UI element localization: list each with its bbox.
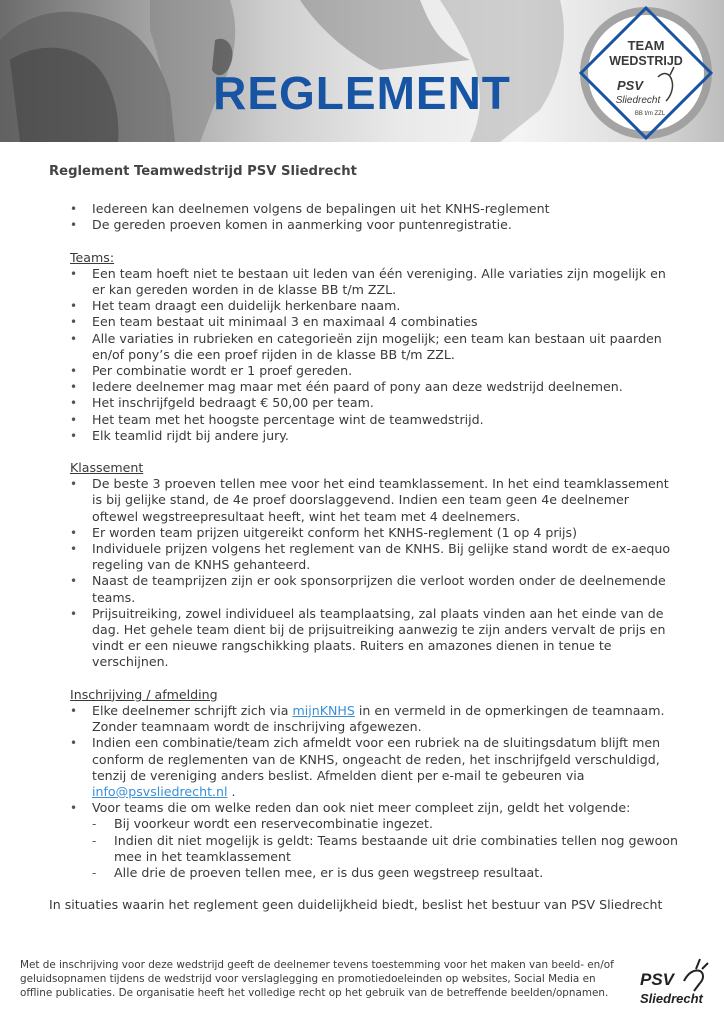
list-item: • Een team bestaat uit minimaal 3 en maximaal 4 combinaties xyxy=(49,314,679,330)
list-item: • De beste 3 proeven tellen mee voor het eind teamklassement. In het eind teamklassement is bij gelijke stand, de 4e proef doorslaggevend. Indien een team geen 4e deelnemer oftewel wegstreepresultaat heeft, wint het team met 4 deelnemers. xyxy=(49,476,679,525)
sub-list-item: - Bij voorkeur wordt een reservecombinatie ingezet. xyxy=(92,816,679,832)
svg-text:BB t/m ZZL: BB t/m ZZL xyxy=(634,111,666,117)
document-body xyxy=(49,164,679,913)
list-item: • Het team met het hoogste percentage wint de teamwedstrijd. xyxy=(49,412,679,428)
mijnknhs-link[interactable]: mijnKNHS xyxy=(292,702,355,718)
section-heading-inschrijving: Inschrijving / afmelding xyxy=(70,686,218,702)
list-item: • De gereden proeven komen in aanmerking voor puntenregistratie. xyxy=(49,217,679,233)
svg-text:PSV: PSV xyxy=(616,78,644,93)
list-item xyxy=(49,703,679,735)
list-item: • Iedereen kan deelnemen volgens de bepalingen uit het KNHS-reglement xyxy=(49,201,679,217)
section-heading-teams: Teams: xyxy=(70,249,115,265)
teams-list xyxy=(49,266,679,444)
document-title: Reglement Teamwedstrijd PSV Sliedrecht xyxy=(49,164,357,179)
item-text: Indien een combinatie/team zich afmeldt voor een rubriek na de sluitingsdatum blijft men conform de reglementen van de KNHS, ongeacht de reden, het inschrijfgeld verschuldigd, tenzij de vereniging anders beslist. Afmelden dient per e-mail te gebeuren via xyxy=(92,735,661,783)
psv-sliedrecht-logo xyxy=(634,955,714,1011)
team-wedstrijd-badge-logo xyxy=(578,5,720,141)
item-text: . xyxy=(227,783,236,799)
list-item: • Alle variaties in rubrieken en categorieën zijn mogelijk; een team kan bestaan uit paarden en/of pony’s die een proef rijden in de klasse BB t/m ZZL. xyxy=(49,331,679,363)
header-banner xyxy=(0,0,724,142)
list-item: • Naast de teamprijzen zijn er ook sponsorprijzen die verloot worden onder de deelnemende teams. xyxy=(49,573,679,605)
list-item: • Iedere deelnemer mag maar met één paard of pony aan deze wedstrijd deelnemen. xyxy=(49,379,679,395)
svg-text:Sliedrecht: Sliedrecht xyxy=(640,991,703,1006)
inschrijving-list xyxy=(49,703,679,881)
svg-text:TEAM: TEAM xyxy=(627,38,665,53)
sub-list-item: - Indien dit niet mogelijk is geldt: Teams bestaande uit drie combinaties tellen nog gewoon mee in het teamklassement xyxy=(92,833,679,865)
closing-statement: In situaties waarin het reglement geen duidelijkheid biedt, beslist het bestuur van PSV Sliedrecht xyxy=(49,897,663,913)
list-item xyxy=(49,800,679,881)
teams-section xyxy=(49,250,679,444)
list-item xyxy=(49,735,679,800)
intro-section xyxy=(49,201,679,233)
email-link[interactable]: info@psvsliedrecht.nl xyxy=(92,783,228,799)
klassement-section xyxy=(49,460,679,671)
horse-head-icon xyxy=(684,959,708,991)
sub-list-item: - Alle drie de proeven tellen mee, er is dus geen wegstreep resultaat. xyxy=(92,865,679,881)
list-item: • Elk teamlid rijdt bij andere jury. xyxy=(49,428,679,444)
page-title: REGLEMENT xyxy=(213,67,511,119)
inschrijving-section xyxy=(49,687,679,881)
klassement-list xyxy=(49,476,679,670)
list-item: • Er worden team prijzen uitgereikt conform het KNHS-reglement (1 op 4 prijs) xyxy=(49,525,679,541)
svg-text:Sliedrecht: Sliedrecht xyxy=(615,95,661,106)
item-text: in en vermeld in de opmerkingen de teamnaam. Zonder teamnaam wordt de inschrijving afgewezen. xyxy=(92,702,665,735)
item-text: Voor teams die om welke reden dan ook niet meer compleet zijn, geldt het volgende: xyxy=(92,800,631,816)
item-text: Elke deelnemer schrijft zich via xyxy=(92,702,293,718)
section-heading-klassement: Klassement xyxy=(70,460,144,476)
svg-text:WEDSTRIJD: WEDSTRIJD xyxy=(609,54,683,68)
list-item: • Per combinatie wordt er 1 proef gereden. xyxy=(49,363,679,379)
intro-list xyxy=(49,201,679,233)
list-item: • Het inschrijfgeld bedraagt € 50,00 per team. xyxy=(49,395,679,411)
list-item: • Individuele prijzen volgens het reglement van de KNHS. Bij gelijke stand wordt de ex-aequo regeling van de KNHS gehanteerd. xyxy=(49,541,679,573)
svg-text:PSV: PSV xyxy=(640,970,675,989)
sub-list xyxy=(92,816,679,881)
list-item: • Prijsuitreiking, zowel individueel als teamplaatsing, zal plaats vinden aan het einde van de dag. Het gehele team dient bij de prijsuitreiking aanwezig te zijn anders vervalt de prijs en vindt er een nieuwe rangschikking plaats. Ruiters en amazones dienen in tenue te verschijnen. xyxy=(49,606,679,671)
footer-disclaimer: Met de inschrijving voor deze wedstrijd geeft de deelnemer tevens toestemming voor het maken van beeld- en/of geluidsopnamen tijdens de wedstrijd voor verslaglegging en promotiedoeleinden op websites, Social Media en offline publicaties. De organisatie heeft het volledige recht op het gebruik van de betreffende beelden/opnamen. xyxy=(20,959,614,999)
list-item: • Een team hoeft niet te bestaan uit leden van één vereniging. Alle variaties zijn mogelijk en er kan gereden worden in de klasse BB t/m ZZL. xyxy=(49,266,679,298)
list-item: • Het team draagt een duidelijk herkenbare naam. xyxy=(49,298,679,314)
